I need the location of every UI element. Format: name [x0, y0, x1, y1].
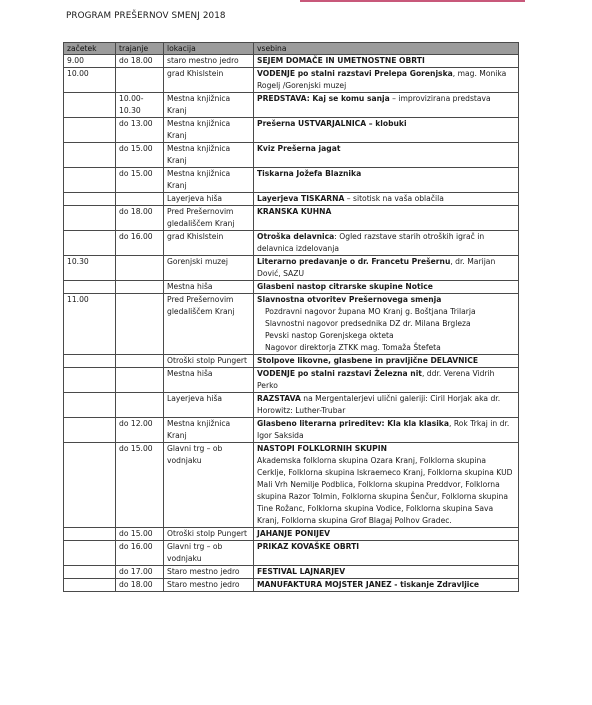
event-details: , mag. Monika Rogelj /Gorenjski muzej	[257, 69, 507, 90]
event-title: PRIKAZ KOVAŠKE OBRTI	[257, 542, 360, 551]
duration-cell: do 12.00	[116, 418, 164, 443]
table-row	[64, 231, 519, 256]
start-time-cell	[64, 368, 116, 393]
location-cell: Mestna knjižnica Kranj	[164, 118, 254, 143]
content-cell	[254, 528, 519, 541]
program-subline: Pevski nastop Gorenjskega okteta	[265, 331, 394, 340]
location-cell: Glavni trg – ob vodnjaku	[164, 541, 254, 566]
event-title: Literarno predavanje o dr. Francetu Prešernu	[257, 257, 451, 266]
start-time-cell: 9.00	[64, 55, 116, 68]
duration-cell: do 18.00	[116, 55, 164, 68]
event-title: Kviz Prešerna jagat	[257, 144, 341, 153]
content-cell	[254, 294, 519, 355]
table-row	[64, 118, 519, 143]
table-row	[64, 256, 519, 281]
duration-cell	[116, 393, 164, 418]
event-title: VODENJE po stalni razstavi Železna nit	[257, 369, 422, 378]
duration-cell: do 15.00	[116, 168, 164, 193]
content-cell	[254, 231, 519, 256]
location-cell: Staro mestno jedro	[164, 566, 254, 579]
content-cell	[254, 579, 519, 592]
duration-cell	[116, 193, 164, 206]
event-title: FESTIVAL LAJNARJEV	[257, 567, 346, 576]
duration-cell: do 16.00	[116, 231, 164, 256]
table-header-row	[64, 43, 519, 55]
duration-cell	[116, 368, 164, 393]
event-title: VODENJE po stalni razstavi Prelepa Gorenjska	[257, 69, 453, 78]
location-cell: Staro mestno jedro	[164, 579, 254, 592]
content-cell	[254, 443, 519, 528]
document-title: PROGRAM PREŠERNOV SMENJ 2018	[66, 11, 226, 21]
duration-cell	[116, 294, 164, 355]
event-details: , ddr. Verena Vidrih Perko	[257, 369, 495, 390]
event-details: Akademska folklorna skupina Ozara Kranj, Folklorna skupina Cerklje, Folklorna skupina Iskraemeco Kranj, Folklorna skupina KUD Mali Vrh Nemilje Podblica, Folklorna skupina Preddvor, Folklorna skupina Razor Tolmin, Folklorna skupina Šenčur, Folklorna skupina Tine Rožanc, Folklorna skupina Vodice, Folklorna skupina Sava Kranj, Folklorna skupina Grof Blagaj Polhov Gradec.	[257, 456, 513, 525]
start-time-cell	[64, 206, 116, 231]
location-cell: Mestna hiša	[164, 281, 254, 294]
location-cell: Layerjeva hiša	[164, 193, 254, 206]
table-row	[64, 528, 519, 541]
table-row	[64, 579, 519, 592]
start-time-cell	[64, 355, 116, 368]
location-cell: grad Khislstein	[164, 231, 254, 256]
location-cell: Mestna hiša	[164, 368, 254, 393]
content-cell	[254, 566, 519, 579]
program-rows	[64, 55, 519, 592]
start-time-cell	[64, 393, 116, 418]
start-time-cell	[64, 168, 116, 193]
event-details: , Rok Trkaj in dr. Igor Saksida	[257, 419, 510, 440]
column-header-duration: trajanje	[116, 43, 164, 55]
location-cell: Layerjeva hiša	[164, 393, 254, 418]
table-row	[64, 418, 519, 443]
content-cell	[254, 55, 519, 68]
event-details: , dr. Marijan Dović, SAZU	[257, 257, 496, 278]
location-cell: Mestna knjižnica Kranj	[164, 168, 254, 193]
table-row	[64, 193, 519, 206]
table-row	[64, 393, 519, 418]
location-cell: Pred Prešernovim gledališčem Kranj	[164, 206, 254, 231]
event-title: JAHANJE PONIJEV	[257, 529, 331, 538]
location-cell: staro mestno jedro	[164, 55, 254, 68]
content-cell	[254, 143, 519, 168]
table-row	[64, 93, 519, 118]
duration-cell: 10.00-10.30	[116, 93, 164, 118]
table-row	[64, 206, 519, 231]
column-header-location: lokacija	[164, 43, 254, 55]
duration-cell	[116, 281, 164, 294]
event-details: na Mergentalerjevi ulični galeriji: Ciril Horjak aka dr. Horowitz: Luther-Trubar	[257, 394, 501, 415]
event-title: Otroška delavnica	[257, 232, 335, 241]
content-cell	[254, 281, 519, 294]
location-cell: grad Khislstein	[164, 68, 254, 93]
table-row	[64, 443, 519, 528]
event-title: Layerjeva TISKARNA	[257, 194, 345, 203]
start-time-cell	[64, 143, 116, 168]
start-time-cell	[64, 541, 116, 566]
start-time-cell: 10.00	[64, 68, 116, 93]
program-subline: Pozdravni nagovor župana MO Kranj g. Boštjana Trilarja	[265, 307, 476, 316]
location-cell: Gorenjski muzej	[164, 256, 254, 281]
content-cell	[254, 418, 519, 443]
program-subline: Slavnostni nagovor predsednika DZ dr. Milana Brgleza	[265, 319, 471, 328]
start-time-cell	[64, 93, 116, 118]
event-title: RAZSTAVA	[257, 394, 301, 403]
content-cell	[254, 355, 519, 368]
event-title: NASTOPI FOLKLORNIH SKUPIN	[257, 444, 387, 453]
program-subline: Nagovor direktorja ZTKK mag. Tomaža Štefeta	[265, 343, 441, 352]
duration-cell: do 17.00	[116, 566, 164, 579]
content-cell	[254, 93, 519, 118]
event-title: Tiskarna Jožefa Blaznika	[257, 169, 362, 178]
content-cell	[254, 368, 519, 393]
location-cell: Otroški stolp Pungert	[164, 528, 254, 541]
content-cell	[254, 168, 519, 193]
duration-cell: do 15.00	[116, 143, 164, 168]
content-cell	[254, 118, 519, 143]
program-table	[63, 42, 519, 592]
duration-cell: do 16.00	[116, 541, 164, 566]
start-time-cell	[64, 528, 116, 541]
event-title: PREDSTAVA: Kaj se komu sanja	[257, 94, 390, 103]
event-details: – improvizirana predstava	[389, 94, 491, 103]
start-time-cell: 10.30	[64, 256, 116, 281]
event-title: Prešerna USTVARJALNICA – klobuki	[257, 119, 407, 128]
duration-cell	[116, 256, 164, 281]
start-time-cell: 11.00	[64, 294, 116, 355]
table-row	[64, 355, 519, 368]
duration-cell: do 18.00	[116, 579, 164, 592]
start-time-cell	[64, 118, 116, 143]
table-row	[64, 68, 519, 93]
duration-cell	[116, 355, 164, 368]
column-header-start: začetek	[64, 43, 116, 55]
top-accent-line	[300, 0, 525, 2]
event-title: KRANSKA KUHNA	[257, 207, 332, 216]
duration-cell	[116, 68, 164, 93]
location-cell: Glavni trg – ob vodnjaku	[164, 443, 254, 528]
table-row	[64, 55, 519, 68]
duration-cell: do 13.00	[116, 118, 164, 143]
event-title: MANUFAKTURA MOJSTER JANEZ - tiskanje Zdravljice	[257, 580, 480, 589]
content-cell	[254, 193, 519, 206]
table-row	[64, 168, 519, 193]
table-row	[64, 566, 519, 579]
event-details: : Ogled razstave starih otroških igrač in delavnica izdelovanja	[257, 232, 485, 253]
event-details: – sitotisk na vaša oblačila	[344, 194, 444, 203]
content-cell	[254, 393, 519, 418]
event-title: Stolpove likovne, glasbene in pravljične DELAVNICE	[257, 356, 479, 365]
content-cell	[254, 206, 519, 231]
column-header-content: vsebina	[254, 43, 519, 55]
content-cell	[254, 256, 519, 281]
table-row	[64, 541, 519, 566]
event-title: SEJEM DOMAČE IN UMETNOSTNE OBRTI	[257, 56, 425, 65]
location-cell: Mestna knjižnica Kranj	[164, 93, 254, 118]
event-title: Slavnostna otvoritev Prešernovega smenja	[257, 295, 442, 304]
start-time-cell	[64, 443, 116, 528]
location-cell: Mestna knjižnica Kranj	[164, 418, 254, 443]
event-title: Glasbeno literarna prireditev: Kla kla klasika	[257, 419, 449, 428]
location-cell: Pred Prešernovim gledališčem Kranj	[164, 294, 254, 355]
location-cell: Mestna knjižnica Kranj	[164, 143, 254, 168]
start-time-cell	[64, 231, 116, 256]
start-time-cell	[64, 579, 116, 592]
content-cell	[254, 541, 519, 566]
start-time-cell	[64, 193, 116, 206]
duration-cell: do 15.00	[116, 528, 164, 541]
start-time-cell	[64, 418, 116, 443]
duration-cell: do 18.00	[116, 206, 164, 231]
duration-cell: do 15.00	[116, 443, 164, 528]
table-row	[64, 368, 519, 393]
start-time-cell	[64, 281, 116, 294]
event-title: Glasbeni nastop citrarske skupine Notice	[257, 282, 433, 291]
table-row	[64, 143, 519, 168]
start-time-cell	[64, 566, 116, 579]
table-row	[64, 281, 519, 294]
location-cell: Otroški stolp Pungert	[164, 355, 254, 368]
table-row	[64, 294, 519, 355]
content-cell	[254, 68, 519, 93]
